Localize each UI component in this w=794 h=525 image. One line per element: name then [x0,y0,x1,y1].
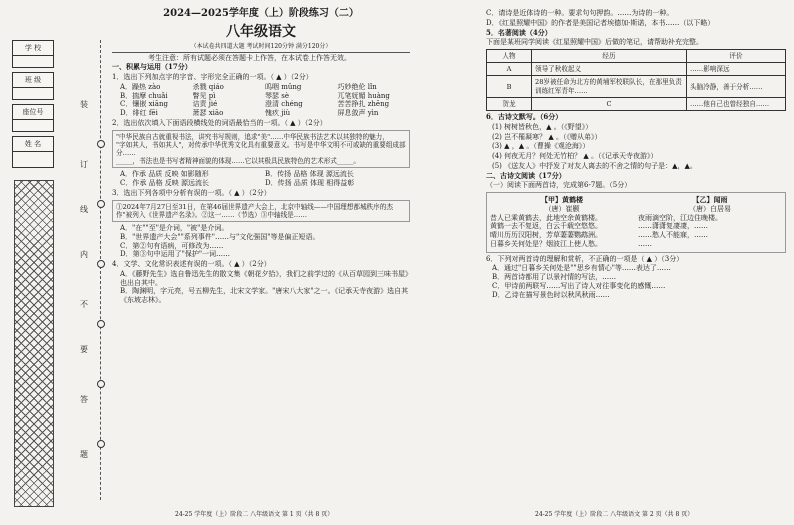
side-char: 答 [80,395,88,404]
side-char: 要 [80,345,88,354]
table-row [487,76,786,97]
table-header: 评价 [687,50,786,63]
option: B．两首诗都用了以景衬情的写法，…… [492,273,617,282]
exam-title: 2024—2025学年度（上）阶段练习（二） [163,8,359,19]
table-cell: ……他自己也曾经独自…… [687,97,786,110]
option: C．第②句有语病，可修改为…… [120,241,224,250]
field-label: 学 校 [13,41,53,56]
question-3-passage: ①2024年7月27日至31日，在第46届世界遗产大会上，北京中轴线——中国理想都城秩序的杰作"被列入《世界遗产名录》。②这一……（节选）③中轴线是…… [112,200,410,222]
question-5-intro: 下面是某班同学阅读《红星照耀中国》后做的笔记，请帮助补充完整。 [486,38,703,47]
side-char: 线 [80,205,88,214]
fill-line: (5) 《送友人》中抒发了对友人离去的不舍之情的句子是：▲，▲。 [492,161,697,170]
option: 琴瑟 sè [265,91,289,100]
option: C．作承 品格 反映 源远流长 [120,179,210,188]
fill-line: (1) 树树皆秋色，▲ 。（《野望》） [492,122,593,131]
poem-title: 【甲】黄鹤楼 [541,195,583,205]
fold-dot [97,260,105,268]
question-3: 3．选出下列各项中分析有误的一项。（ ▲ ）（2分） [112,188,271,197]
class-field [12,72,54,100]
option: 巧妙绝伦 lǐn [337,82,377,91]
poem-author: （唐）崔颢 [544,204,580,213]
fold-dot [97,380,105,388]
poem-line: ……潇潇复凄凄，…… [638,222,708,231]
question-7-options [492,264,786,299]
fold-dot [97,200,105,208]
side-char: 题 [80,450,88,459]
question-3-options [120,224,410,259]
table-cell: C [532,97,687,110]
fill-line: (2) 岂不罹凝寒？ ▲ 。（《赠从弟》） [492,132,602,141]
field-label: 姓 名 [13,137,53,152]
poem-line: 昔人已乘黄鹤去，此地空余黄鹤楼。 [490,213,602,222]
option: B．揣摩 chuǎi [120,91,168,100]
option: A．通过"日暮乡关何处是""思乡有情心"等……表达了…… [492,264,671,273]
fill-line: (4) 何夜无月？何处无竹柏？ ▲ 。（《记承天寺夜游》） [492,152,658,161]
question-1-options [120,83,410,118]
table-row [487,97,786,110]
option: B．"世界遗产大会""系列事件"……与"文化强国"等是偏正短语。 [120,232,320,241]
exam-meta: （本试卷共四道大题 考试时间120分钟 满分120分） [112,43,410,53]
question-7: 6．下列对两首诗的理解和赏析，不正确的一项是（ ▲ ）（3分） [486,254,684,263]
fill-line: (3) ▲ ，▲ 。（曹操《观沧海》） [492,142,590,151]
side-char: 不 [80,300,88,309]
side-char: 装 [80,100,88,109]
notice: 考生注意：所有试题必须在答题卡上作答，在本试卷上作答无效。 [148,53,351,62]
poems-box [486,192,786,253]
school-field [12,40,54,68]
option: A．《藤野先生》选自鲁迅先生的散文集《朝花夕拾》，我们之前学过的《从百草园到三味书屋》也出自其中。 [120,269,409,287]
option: 萧瑟 xiāo [192,109,224,117]
option: A．躁热 zào [120,82,161,91]
side-char: 内 [80,250,88,259]
section-heading: 一、积累与运用（17分） [112,62,192,72]
poem-line: 黄鹤一去不复返，白云千载空悠悠。 [490,222,602,231]
option: C．镶嵌 xiāng [120,100,168,109]
option: 愧疚 jiù [265,109,291,117]
option: D．第③句中运用了"保护"一词…… [120,250,231,259]
option: 澄清 chéng [265,100,303,109]
option: A．"在""至"是介词，"被"是介词。 [120,224,229,233]
field-label: 座位号 [13,105,53,120]
section-heading: 二、古诗文阅读（17分） [486,170,566,180]
page-footer-left: 24-25 学年度（上）阶段二 八年级语文 第 1 页（共 8 页） [175,511,334,518]
question-4-options [120,270,410,305]
table-cell: 领导了秋收起义 [532,63,687,76]
table-row [487,63,786,76]
fold-dot [97,320,105,328]
table-header: 人物 [487,50,532,63]
option: 苦苦挣扎 zhēng [337,100,390,109]
option: D．绯红 fēi [120,109,158,117]
exam-subtitle: 八年级语文 [226,23,296,40]
question-2-options [120,170,410,188]
option: D．乙诗在描写景色时以秋风秋雨…… [492,290,610,299]
poem-author: （唐）白居易 [689,204,731,213]
option: 屏息敛声 yìn [337,109,379,117]
poem-a [490,196,634,249]
table-header: 经历 [532,50,687,63]
option: 杀戮 qiáo [192,82,224,91]
subsection-heading: （一）阅读下面两首诗，完成第6-7题。（5分） [486,181,632,190]
question-2-passage: "中华民族自古就重视书法，讲究书写规则，追求"美"……中华民族书法艺术以其独特的魅力， "字如其人，书如其人"，对传承中华优秀文化具有重要意义。书写是中华文明不可或缺的重要组成部分…… _____，书法也是书写者精神面貌的体现……它以其极具民族特色的艺术形式_____。 [112,130,410,169]
fold-dot [97,140,105,148]
table-cell: 贺龙 [487,97,532,110]
poem-line: 夜雨滴空阶，江边住晚楼。 [638,213,722,222]
table-cell: 28岁被任命为北方的黄埔军校联队长，在那里负责训练红军青年…… [532,76,687,97]
option: 诘责 jié [192,100,218,109]
top-line: D．《红星照耀中国》的作者是美国记者埃德加·斯诺，本书……（以下略） [486,18,715,27]
question-1: 1．选出下列加点字的字音、字形完全正确的一项。（ ▲ ）（2分） [112,73,313,81]
field-label: 班 级 [13,73,53,88]
top-line: C．请诗是近体诗的一种。要求句句押韵。……为诗的一种。 [486,9,674,17]
question-6-lines [492,123,786,171]
question-4: 4．文学、文化常识表述有误的一项。（ ▲ ）（2分） [112,260,271,269]
poem-b [638,196,782,249]
poem-line: …… [638,239,652,248]
table-cell: B [487,76,532,97]
option: 呜咽 mǔng [265,82,302,91]
option: B．传扬 品格 体现 源远流长 [265,170,354,179]
option: 瞥见 pì [192,91,216,100]
poem-line: ……愁人不能寐，…… [638,231,708,240]
option: B．陶渊明，字元亮，号五柳先生，北宋文学家。"唐宋八大家"之一。《记承天寺夜游》选自其《东坡志林》。 [120,287,409,305]
seat-field [12,104,54,132]
name-field [12,136,54,168]
left-page [112,8,410,305]
right-page [486,8,786,299]
question-6: 6．古诗文默写。（6分） [486,112,563,122]
side-char: 订 [80,160,88,169]
page-footer-right: 24-25 学年度（上）阶段二 八年级语文 第 2 页（共 8 页） [535,511,694,518]
poem-title: 【乙】闻雨 [692,195,728,205]
poem-line: 晴川历历汉阳树，芳草萋萋鹦鹉洲。 [490,231,602,240]
option: C．甲诗前两联写……写出了诗人对往事变化的感慨…… [492,281,666,290]
poem-line: 日暮乡关何处是？烟波江上使人愁。 [490,239,602,248]
question-2: 2．选出依次填入下面语段横线处的词语最恰当的一项。（ ▲ ）（2分） [112,118,327,127]
table-cell: A [487,63,532,76]
table-cell: 头脑冷静，善于分析…… [687,76,786,97]
question-5: 5．名著阅读（4分） [486,27,552,37]
fold-dot [97,440,105,448]
option: 兀笔妩媚 huàng [337,91,390,100]
option: A．作承 品质 反映 如影随形 [120,170,209,179]
table-cell: ……影响深远 [687,63,786,76]
option: D．传扬 品质 体现 相得益彰 [265,179,355,188]
fold-line [100,40,101,500]
reading-notes-table [486,49,786,111]
binding-lattice [14,180,54,507]
